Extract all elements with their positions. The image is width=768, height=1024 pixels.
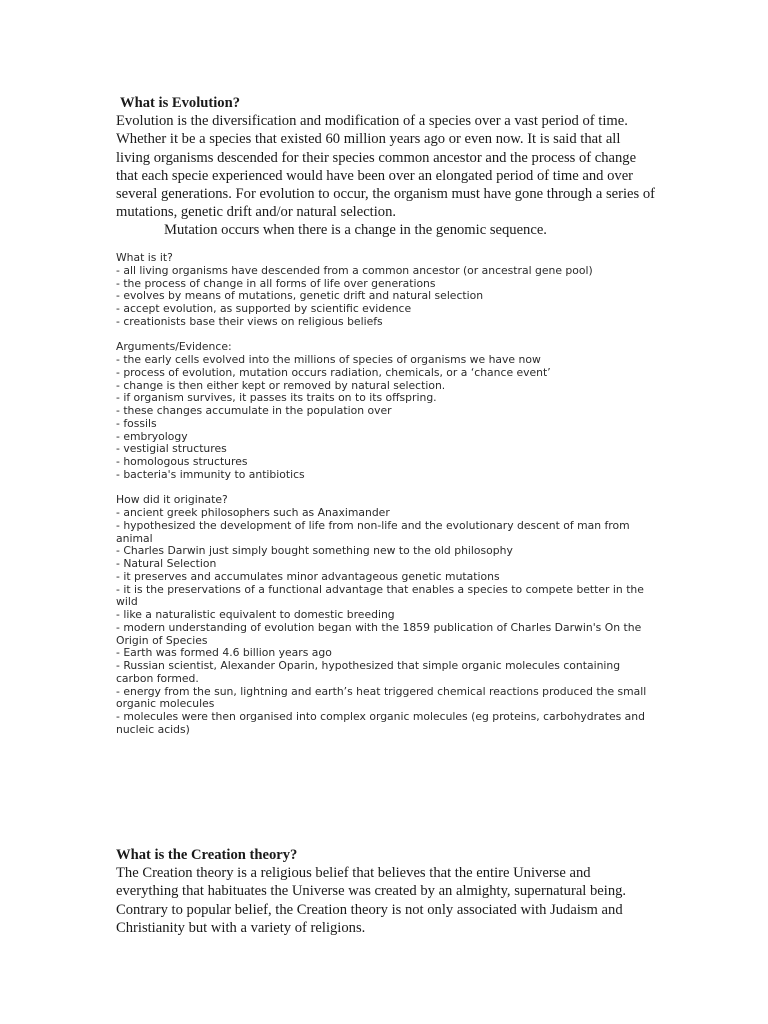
list-item: - process of evolution, mutation occurs radiation, chemicals, or a ‘chance event’ xyxy=(116,365,551,379)
list-item: - it preserves and accumulates minor advantageous genetic mutations xyxy=(116,569,500,583)
list-item: - like a naturalistic equivalent to domestic breeding xyxy=(116,608,395,621)
evolution-section xyxy=(116,94,656,240)
what-is-it-title: What is it? xyxy=(116,251,173,264)
evolution-heading: What is Evolution? xyxy=(120,95,241,111)
list-item: - vestigial structures xyxy=(116,442,227,456)
list-item: - Russian scientist, Alexander Oparin, hypothesized that simple organic molecules containing carbon formed. xyxy=(116,659,621,685)
list-item: - the process of change in all forms of life over generations xyxy=(116,276,436,290)
list-item: - embryology xyxy=(116,429,188,443)
mutation-line: Mutation occurs when there is a change in the genomic sequence. xyxy=(164,222,547,239)
arguments-group xyxy=(116,341,656,481)
list-item: - the early cells evolved into the millions of species of organisms we have now xyxy=(116,353,541,366)
list-item: - accept evolution, as supported by scientific evidence xyxy=(116,302,412,315)
list-item: - Earth was formed 4.6 billion years ago xyxy=(116,646,332,660)
list-item: - evolves by means of mutations, genetic drift and natural selection xyxy=(116,289,484,303)
list-item: - ancient greek philosophers such as Anaximander xyxy=(116,506,390,519)
evolution-paragraph: Evolution is the diversification and modification of a species over a vast period of time. Whether it be a species that existed 60 million years ago or even now. It is said that all living organisms descended for their species common ancestor and the process of change that each specie experienced would have been over an elongated period of time and over several generations. For evolution to occur, the organism must have gone through a series of mutations, genetic drift and/or natural selection. xyxy=(116,113,655,221)
list-item: - these changes accumulate in the population over xyxy=(116,404,392,417)
list-item: - Charles Darwin just simply bought something new to the old philosophy xyxy=(116,544,513,558)
notes-section xyxy=(116,252,656,737)
list-item: - modern understanding of evolution began with the 1859 publication of Charles Darwin's On the Origin of Species xyxy=(116,620,642,647)
list-item: - bacteria's immunity to antibiotics xyxy=(116,467,305,481)
creation-heading: What is the Creation theory? xyxy=(116,847,298,863)
list-item: - fossils xyxy=(116,416,157,430)
list-item: - it is the preservations of a functional advantage that enables a species to compete better in the wild xyxy=(116,582,644,609)
list-item: - hypothesized the development of life from non-life and the evolutionary descent of man from animal xyxy=(116,518,630,545)
list-item: - all living organisms have descended from a common ancestor (or ancestral gene pool) xyxy=(116,263,593,277)
origin-group xyxy=(116,494,656,736)
creation-paragraph: The Creation theory is a religious belief that believes that the entire Universe and everything that habituates the Universe was created by an almighty, supernatural being. Contrary to popular belief, the Creation theory is not only associated with Judaism and Christianity but with a variety of religions. xyxy=(116,865,627,936)
list-item: - energy from the sun, lightning and earth’s heat triggered chemical reactions produced the small organic molecules xyxy=(116,684,647,711)
list-item: - creationists base their views on religious beliefs xyxy=(116,314,383,328)
list-item: - change is then either kept or removed by natural selection. xyxy=(116,378,446,392)
list-item: - if organism survives, it passes its traits on to its offspring. xyxy=(116,391,437,405)
origin-title: How did it originate? xyxy=(116,493,228,507)
list-item: - molecules were then organised into complex organic molecules (eg proteins, carbohydrates and nucleic acids) xyxy=(116,710,645,736)
list-item: - Natural Selection xyxy=(116,557,217,570)
what-is-it-group xyxy=(116,252,656,329)
creation-section xyxy=(116,846,656,937)
list-item: - homologous structures xyxy=(116,455,248,468)
arguments-title: Arguments/Evidence: xyxy=(116,340,232,354)
